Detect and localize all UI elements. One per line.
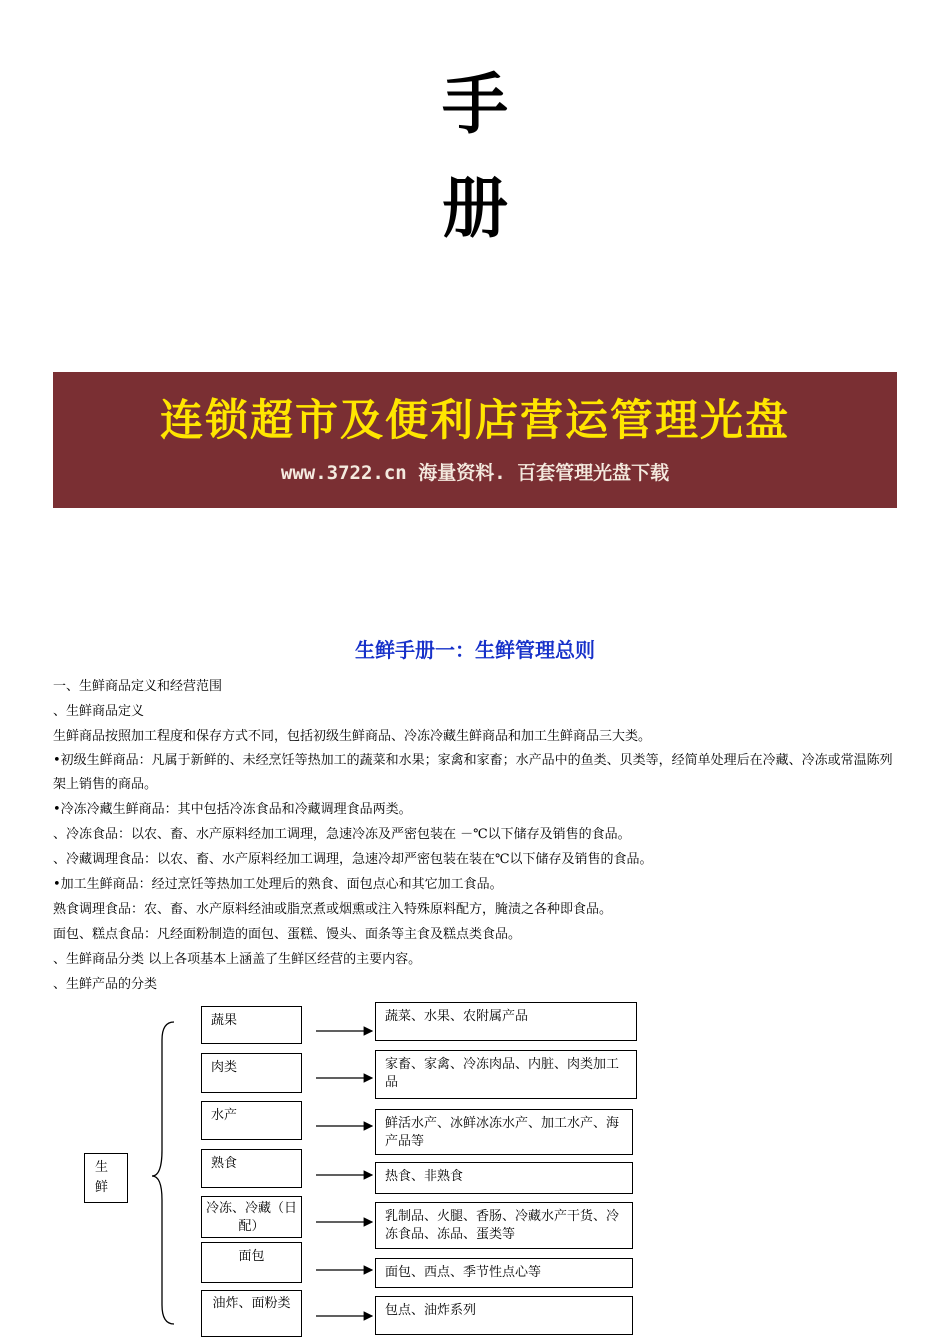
bullet-paragraph: •初级生鲜商品：凡属于新鲜的、未经烹饪等热加工的蔬菜和水果；家禽和家畜；水产品中的鱼类、贝类等，经简单处理后在冷藏、冷冻或常温陈列架上销售的商品。 — [53, 753, 893, 792]
root-box-fresh — [84, 1153, 128, 1203]
category-box-chilled-frozen: 冷冻、冷藏（日配） — [201, 1196, 302, 1238]
result-box-bakery: 面包、西点、季节性点心等 — [375, 1258, 633, 1288]
banner-title: 连锁超市及便利店营运管理光盘 — [160, 396, 790, 446]
subsection-heading: 、生鲜产品的分类 — [53, 977, 158, 992]
result-box-deli: 热食、非熟食 — [375, 1162, 633, 1194]
bullet-paragraph: •冷冻冷藏生鲜商品：其中包括冷冻食品和冷藏调理食品两类。 — [53, 802, 412, 817]
brace-icon — [152, 1022, 174, 1324]
category-box-bakery: 面包 — [201, 1242, 302, 1283]
result-box-chilled-frozen: 乳制品、火腿、香肠、冷藏水产干货、冷冻食品、冻品、蛋类等 — [375, 1202, 633, 1249]
document-title: 生鲜手册一：生鲜管理总则 — [355, 638, 595, 662]
category-box-seafood: 水产 — [201, 1101, 302, 1140]
banner-subtitle: www.3722.cn 海量资料. 百套管理光盘下载 — [280, 462, 670, 484]
category-box-fried-flour: 油炸、面粉类 — [201, 1290, 302, 1337]
result-box-seafood: 鲜活水产、冰鲜冰冻水产、加工水产、海产品等 — [375, 1109, 633, 1155]
subsection-heading: 、生鲜商品定义 — [53, 704, 145, 719]
result-box-meat: 家畜、家禽、冷冻肉品、内脏、肉类加工品 — [375, 1050, 637, 1099]
result-box-fried-flour: 包点、油炸系列 — [375, 1296, 633, 1335]
result-box-produce: 蔬菜、水果、农附属产品 — [375, 1002, 637, 1041]
paragraph: 生鲜商品按照加工程度和保存方式不同，包括初级生鲜商品、冷冻冷藏生鲜商品和加工生鲜商品三大类。 — [53, 729, 652, 744]
category-box-produce: 蔬果 — [201, 1006, 302, 1044]
paragraph: 、冷冻食品：以农、畜、水产原料经加工调理，急速冷冻及严密包装在 －℃以下储存及销售的食品。 — [53, 827, 631, 842]
paragraph: 熟食调理食品：农、畜、水产原料经油或脂烹煮或烟熏或注入特殊原料配方，腌渍之各种即食品。 — [53, 902, 613, 917]
cover-char-2: 册 — [442, 170, 508, 247]
paragraph: 、冷藏调理食品：以农、畜、水产原料经加工调理，急速冷却严密包装在装在℃以下储存及销售的食品。 — [53, 852, 653, 867]
subsection-heading: 、生鲜商品分类 以上各项基本上涵盖了生鲜区经营的主要内容。 — [53, 952, 422, 967]
promo-banner — [53, 372, 897, 508]
category-box-deli: 熟食 — [201, 1149, 302, 1188]
root-label: 生 鲜 — [95, 1160, 109, 1195]
category-box-meat: 肉类 — [201, 1053, 302, 1093]
section-heading: 一、生鲜商品定义和经营范围 — [53, 679, 223, 694]
body-text — [53, 674, 898, 997]
cover-char-1: 手 — [442, 66, 508, 143]
bullet-paragraph: •加工生鲜商品：经过烹饪等热加工处理后的熟食、面包点心和其它加工食品。 — [53, 877, 503, 892]
paragraph: 面包、糕点食品：凡经面粉制造的面包、蛋糕、馒头、面条等主食及糕点类食品。 — [53, 927, 522, 942]
